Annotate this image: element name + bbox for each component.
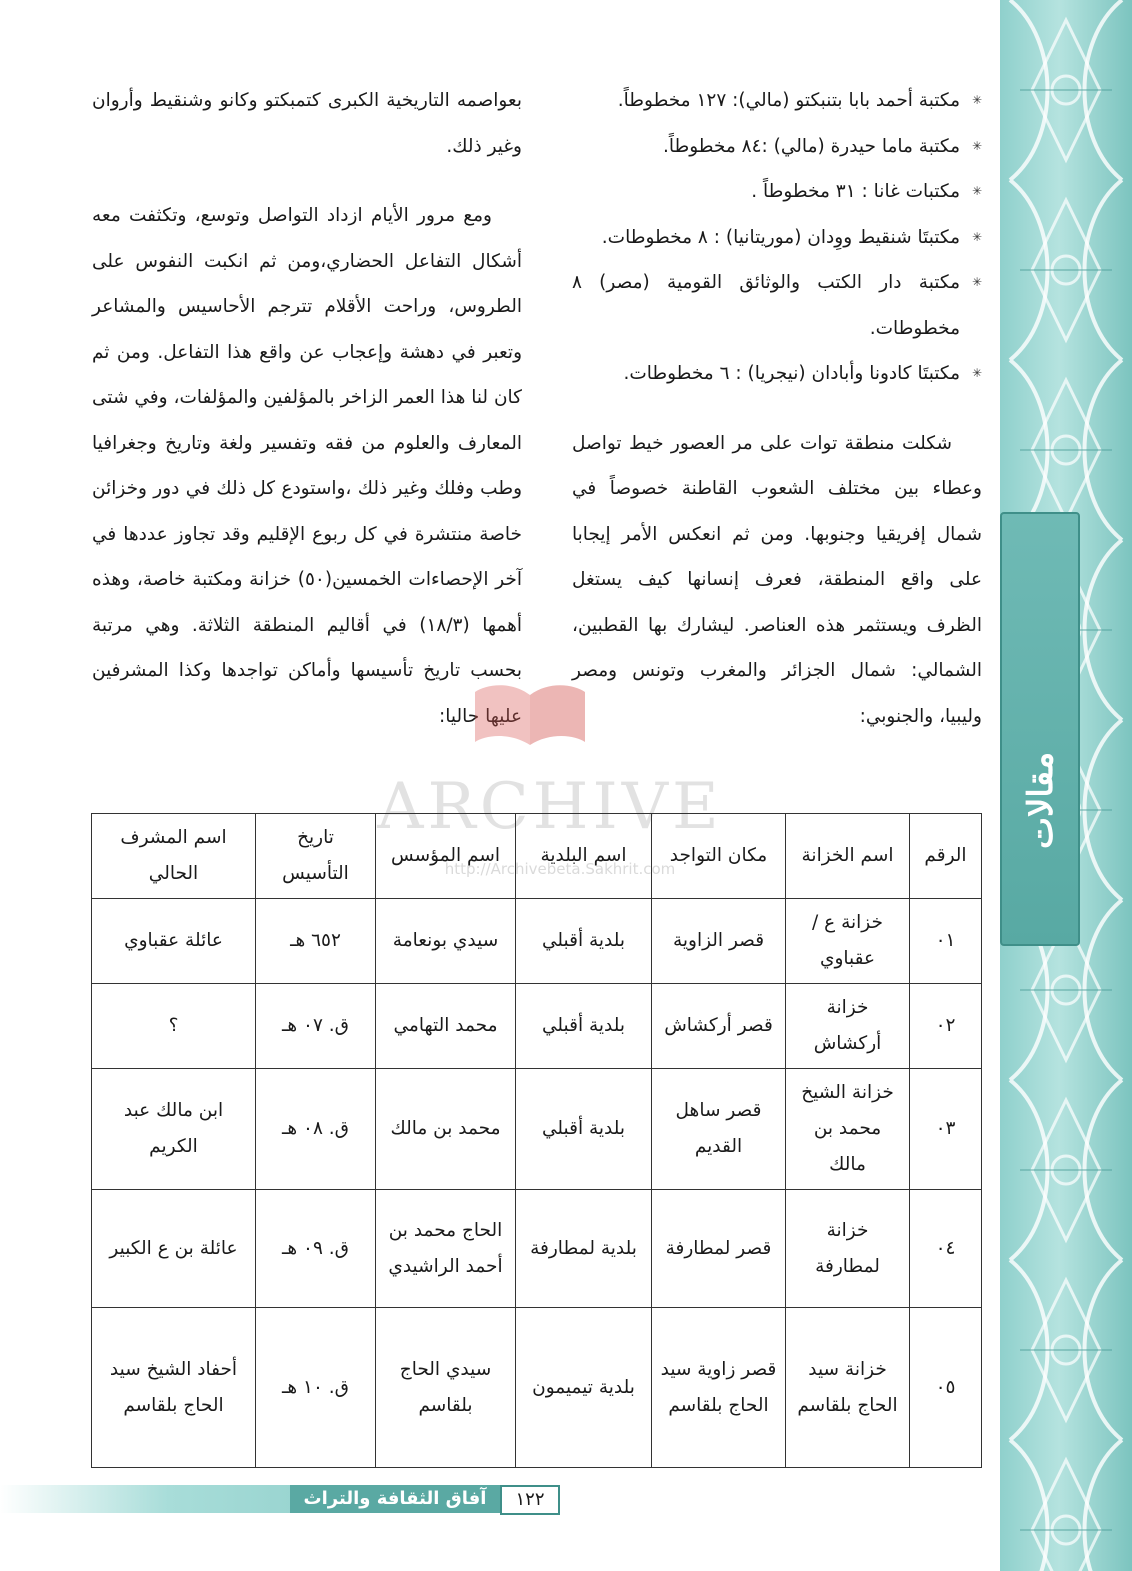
list-item: ✳ مكتبة دار الكتب والوثائق القومية (مصر) ٨ مخطوطات. bbox=[572, 260, 982, 351]
table-cell: ٦٥٢ هـ bbox=[256, 899, 376, 984]
list-item: ✳ مكتبات غانا : ٣١ مخطوطاً . bbox=[572, 169, 982, 215]
table-cell: ؟ bbox=[92, 984, 256, 1069]
table-cell: ٠٢ bbox=[910, 984, 982, 1069]
table-cell: عائلة بن ع الكبير bbox=[92, 1190, 256, 1308]
table-cell: ق. ٠٩ هـ bbox=[256, 1190, 376, 1308]
table-cell: بلدية لمطارفة bbox=[516, 1190, 652, 1308]
archive-watermark-url: http://Archivebeta.Sakhrit.com bbox=[444, 860, 676, 878]
table-header-row bbox=[92, 814, 982, 899]
table-row bbox=[92, 984, 982, 1069]
table-cell: بلدية تيميمون bbox=[516, 1308, 652, 1468]
table-cell: ق. ٠٧ هـ bbox=[256, 984, 376, 1069]
body-paragraph: بعواصمه التاريخية الكبرى كتمبكتو وكانو وشنقيط وأروان وغير ذلك. bbox=[92, 90, 522, 157]
magazine-title: آفاق الثقافة والتراث bbox=[290, 1485, 500, 1513]
list-item: ✳ مكتبتَا كادونا وأبادان (نيجريا) : ٦ مخطوطات. bbox=[572, 351, 982, 397]
body-paragraph: شكلت منطقة توات على مر العصور خيط تواصل وعطاء بين مختلف الشعوب القاطنة خصوصاً في شمال إفريقيا وجنوبها. ومن ثم انعكس الأمر إيجابا على واقع المنطقة، فعرف إنسانها كيف يستغل الظرف ويستثمر هذه العناصر. ليشارك بها القطبين، الشمالي: شمال الجزائر والمغرب وتونس ومصر وليبيا، والجنوبي: bbox=[572, 432, 982, 727]
section-tab-label: مقالات bbox=[1021, 751, 1061, 849]
table-cell: قصر ساهل القديم bbox=[652, 1069, 786, 1190]
left-text-column bbox=[92, 78, 522, 739]
table-cell: محمد بن مالك bbox=[376, 1069, 516, 1190]
right-text-column bbox=[572, 78, 982, 739]
table-cell: ق. ١٠ هـ bbox=[256, 1308, 376, 1468]
table-cell: بلدية أقبلي bbox=[516, 899, 652, 984]
table-cell: محمد التهامي bbox=[376, 984, 516, 1069]
table-cell: قصر لمطارفة bbox=[652, 1190, 786, 1308]
list-item: ✳ مكتبتَا شنقيط ووِدان (موريتانيا) : ٨ مخطوطات. bbox=[572, 215, 982, 261]
table-cell: قصر زاوية سيد الحاج بلقاسم bbox=[652, 1308, 786, 1468]
column-header: مكان التواجد bbox=[652, 814, 786, 899]
list-item: ✳ مكتبة أحمد بابا بتنبكتو (مالي): ١٢٧ مخطوطاً. bbox=[572, 78, 982, 124]
table-cell: قصر الزاوية bbox=[652, 899, 786, 984]
table-row bbox=[92, 899, 982, 984]
page-number: ١٢٢ bbox=[500, 1485, 560, 1515]
table-cell: الحاج محمد بن أحمد الراشيدي bbox=[376, 1190, 516, 1308]
table-cell: بلدية أقبلي bbox=[516, 984, 652, 1069]
table-cell: خزانة الشيخ محمد بن مالك bbox=[786, 1069, 910, 1190]
table-cell: خزانة لمطارفة bbox=[786, 1190, 910, 1308]
table-cell: أحفاد الشيخ سيد الحاج بلقاسم bbox=[92, 1308, 256, 1468]
table-cell: خزانة ع /عقباوي bbox=[786, 899, 910, 984]
table-cell: ٠٥ bbox=[910, 1308, 982, 1468]
table-cell: ٠١ bbox=[910, 899, 982, 984]
table-cell: سيدي الحاج بلقاسم bbox=[376, 1308, 516, 1468]
table-cell: ٠٣ bbox=[910, 1069, 982, 1190]
column-header: تاريخ التأسيس bbox=[256, 814, 376, 899]
column-header: اسم البلدية bbox=[516, 814, 652, 899]
table-row bbox=[92, 1308, 982, 1468]
table-cell: قصر أركشاش bbox=[652, 984, 786, 1069]
table-cell: عائلة عقباوي bbox=[92, 899, 256, 984]
table-cell: ابن مالك عبد الكريم bbox=[92, 1069, 256, 1190]
list-item: ✳ مكتبة ماما حيدرة (مالي) :٨٤ مخطوطاً. bbox=[572, 124, 982, 170]
table-row bbox=[92, 1069, 982, 1190]
table-cell: سيدي بونعامة bbox=[376, 899, 516, 984]
table-cell: ق. ٠٨ هـ bbox=[256, 1069, 376, 1190]
column-header: الرقم bbox=[910, 814, 982, 899]
table-row bbox=[92, 1190, 982, 1308]
libraries-table bbox=[91, 813, 982, 1468]
table-cell: خزانة سيد الحاج بلقاسم bbox=[786, 1308, 910, 1468]
table-cell: ٠٤ bbox=[910, 1190, 982, 1308]
body-paragraph: ومع مرور الأيام ازداد التواصل وتوسع، وتكثفت معه أشكال التفاعل الحضاري،ومن ثم انكبت النفوس على الطروس، وراحت الأقلام تترجم الأحاسيس والمشاعر وتعبر في دهشة وإعجاب عن واقع هذا التفاعل. ومن ثم كان لنا هذا العمر الزاخر بالمؤلفين والمؤلفات، وفي شتى المعارف والعلوم من فقه وتفسير ولغة وتاريخ وجغرافيا وطب وفلك وغير ذلك ،واستودع كل ذلك في دور وخزائن خاصة منتشرة في كل ربوع الإقليم وقد تجاوز عددها في آخر الإحصاءات الخمسين(٥٠) خزانة ومكتبة خاصة، وهذه أهمها (١٨/٣) في أقاليم المنطقة الثلاثة. وهي مرتبة بحسب تاريخ تأسيسها وأماكن تواجدها وكذا المشرفين عليها حاليا: bbox=[92, 205, 523, 727]
column-header: اسم المؤسس bbox=[376, 814, 516, 899]
column-header: اسم الخزانة bbox=[786, 814, 910, 899]
archive-watermark: ARCHIVE bbox=[377, 770, 723, 844]
column-header: اسم المشرف الحالي bbox=[92, 814, 256, 899]
table-cell: بلدية أقبلي bbox=[516, 1069, 652, 1190]
table-cell: خزانة أركشاش bbox=[786, 984, 910, 1069]
